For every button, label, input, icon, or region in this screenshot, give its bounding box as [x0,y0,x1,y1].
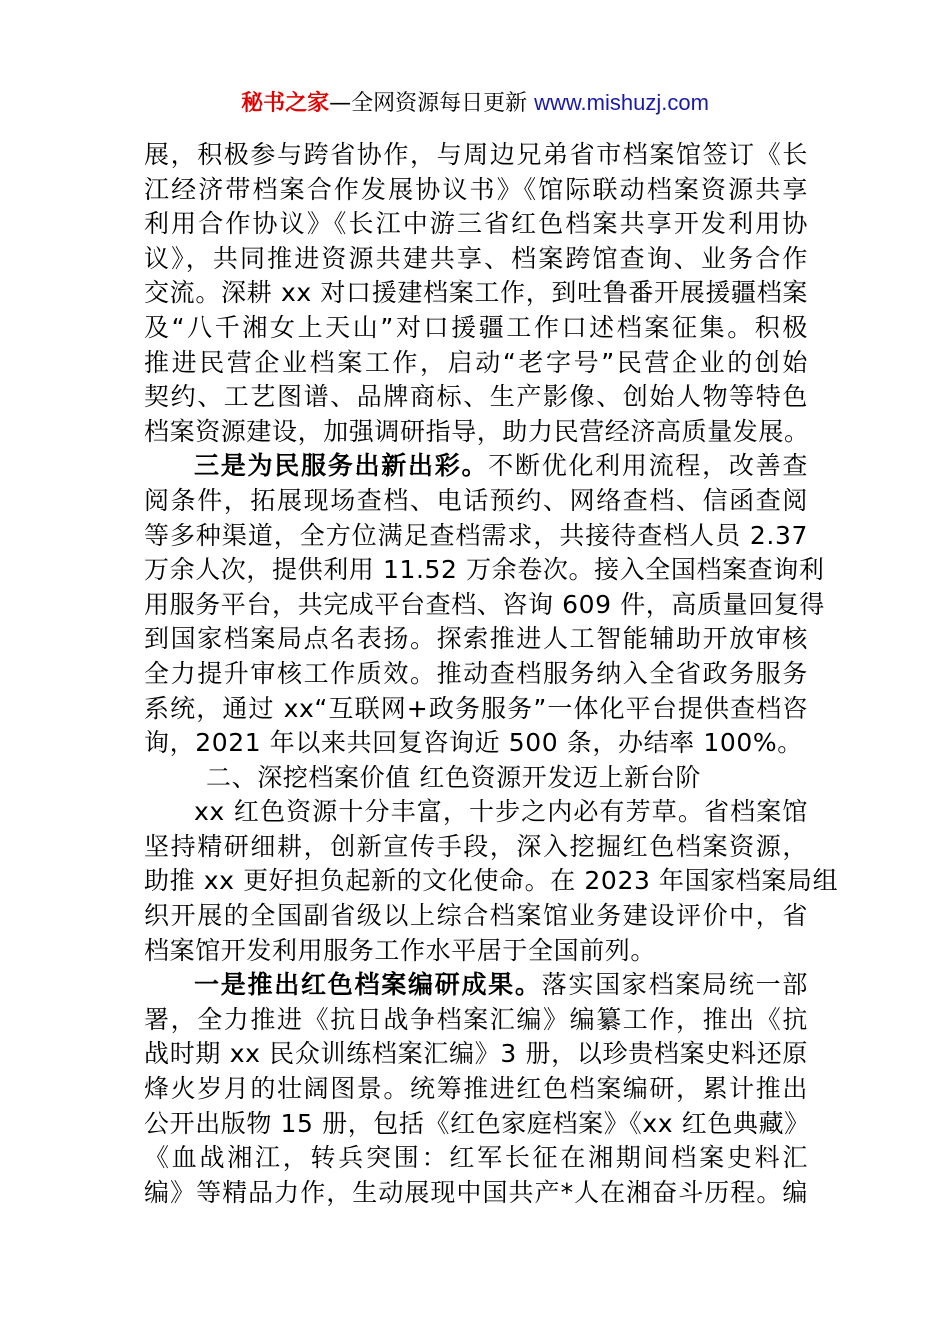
text-line: 全力提升审核工作质效。推动查档服务纳入全省政务服务 [144,658,808,688]
text-line: 等多种渠道，全方位满足查档需求，共接待查档人员 2.37 [144,520,808,550]
text-line: 档案资源建设，加强调研指导，助力民营经济高质量发展。 [144,416,810,446]
brand-name: 秘书之家 [241,91,330,116]
text-line: 系统，通过 xx“互联网+政务服务”一体化平台提供查档咨 [144,693,808,723]
paragraph-text: 不断优化利用流程，改善查 [488,451,808,481]
text-line: 编》等精品力作，生动展现中国共产*人在湘奋斗历程。编 [144,1177,808,1207]
text-line: 档案馆开发利用服务工作水平居于全国前列。 [144,935,657,965]
text-line: 坚持精研细耕，创新宣传手段，深入挖掘红色档案资源， [144,831,808,861]
section-heading: 二、深挖档案价值 红色资源开发迈上新台阶 [206,762,701,792]
text-line: 到国家档案局点名表扬。探索推进人工智能辅助开放审核 [144,624,808,654]
paragraph-lead: 三是为民服务出新出彩。 [194,451,489,481]
text-line: 署，全力推进《抗日战争档案汇编》编纂工作，推出《抗 [144,1004,808,1034]
text-line: 《血战湘江，转兵突围：红军长征在湘期间档案史料汇 [144,1143,808,1173]
text-line: 助推 xx 更好担负起新的文化使命。在 2023 年国家档案局组 [144,866,839,896]
text-line: 织开展的全国副省级以上综合档案馆业务建设评价中，省 [144,901,808,931]
paragraph-text: 落实国家档案局统一部 [541,970,808,1000]
text-line: 用服务平台，共完成平台查档、咨询 609 件，高质量回复得 [144,589,826,619]
text-line: 江经济带档案合作发展协议书》《馆际联动档案资源共享 [144,174,808,204]
text-line: 展，积极参与跨省协作，与周边兄弟省市档案馆签订《长 [144,140,808,169]
header-url-link[interactable]: www.mishuzj.com [534,90,709,115]
text-line: 推进民营企业档案工作，启动“老字号”民营企业的创始 [144,347,808,377]
text-line: 契约、工艺图谱、品牌商标、生产影像、创始人物等特色 [144,382,808,412]
text-line: 交流。深耕 xx 对口援建档案工作，到吐鲁番开展援疆档案 [144,278,808,308]
paragraph-first-line [144,449,808,484]
page-header [0,88,950,119]
text-line: 阅条件，拓展现场查档、电话预约、网络查档、信函查阅 [144,485,808,515]
text-line: 战时期 xx 民众训练档案汇编》3 册，以珍贵档案史料还原 [144,1039,808,1069]
text-line: 询，2021 年以来共回复咨询近 500 条，办结率 100%。 [144,728,803,758]
text-line: 利用合作协议》《长江中游三省红色档案共享开发利用协 [144,209,808,239]
text-line: 及“八千湘女上天山”对口援疆工作口述档案征集。积极 [144,312,808,342]
document-body [144,138,839,1210]
paragraph-lead: 一是推出红色档案编研成果。 [194,970,542,1000]
text-line: 议》，共同推进资源共建共享、档案跨馆查询、业务合作 [144,243,808,273]
paragraph-first-line [144,968,808,1003]
text-line: 万余人次，提供利用 11.52 万余卷次。接入全国档案查询利 [144,555,825,585]
text-line: 公开出版物 15 册，包括《红色家庭档案》《xx 红色典藏》 [144,1108,810,1138]
header-tagline: —全网资源每日更新 [329,91,535,116]
paragraph-first-line: xx 红色资源十分丰富，十步之内必有芳草。省档案馆 [194,797,808,827]
text-line: 烽火岁月的壮阔图景。统筹推进红色档案编研，累计推出 [144,1074,808,1104]
